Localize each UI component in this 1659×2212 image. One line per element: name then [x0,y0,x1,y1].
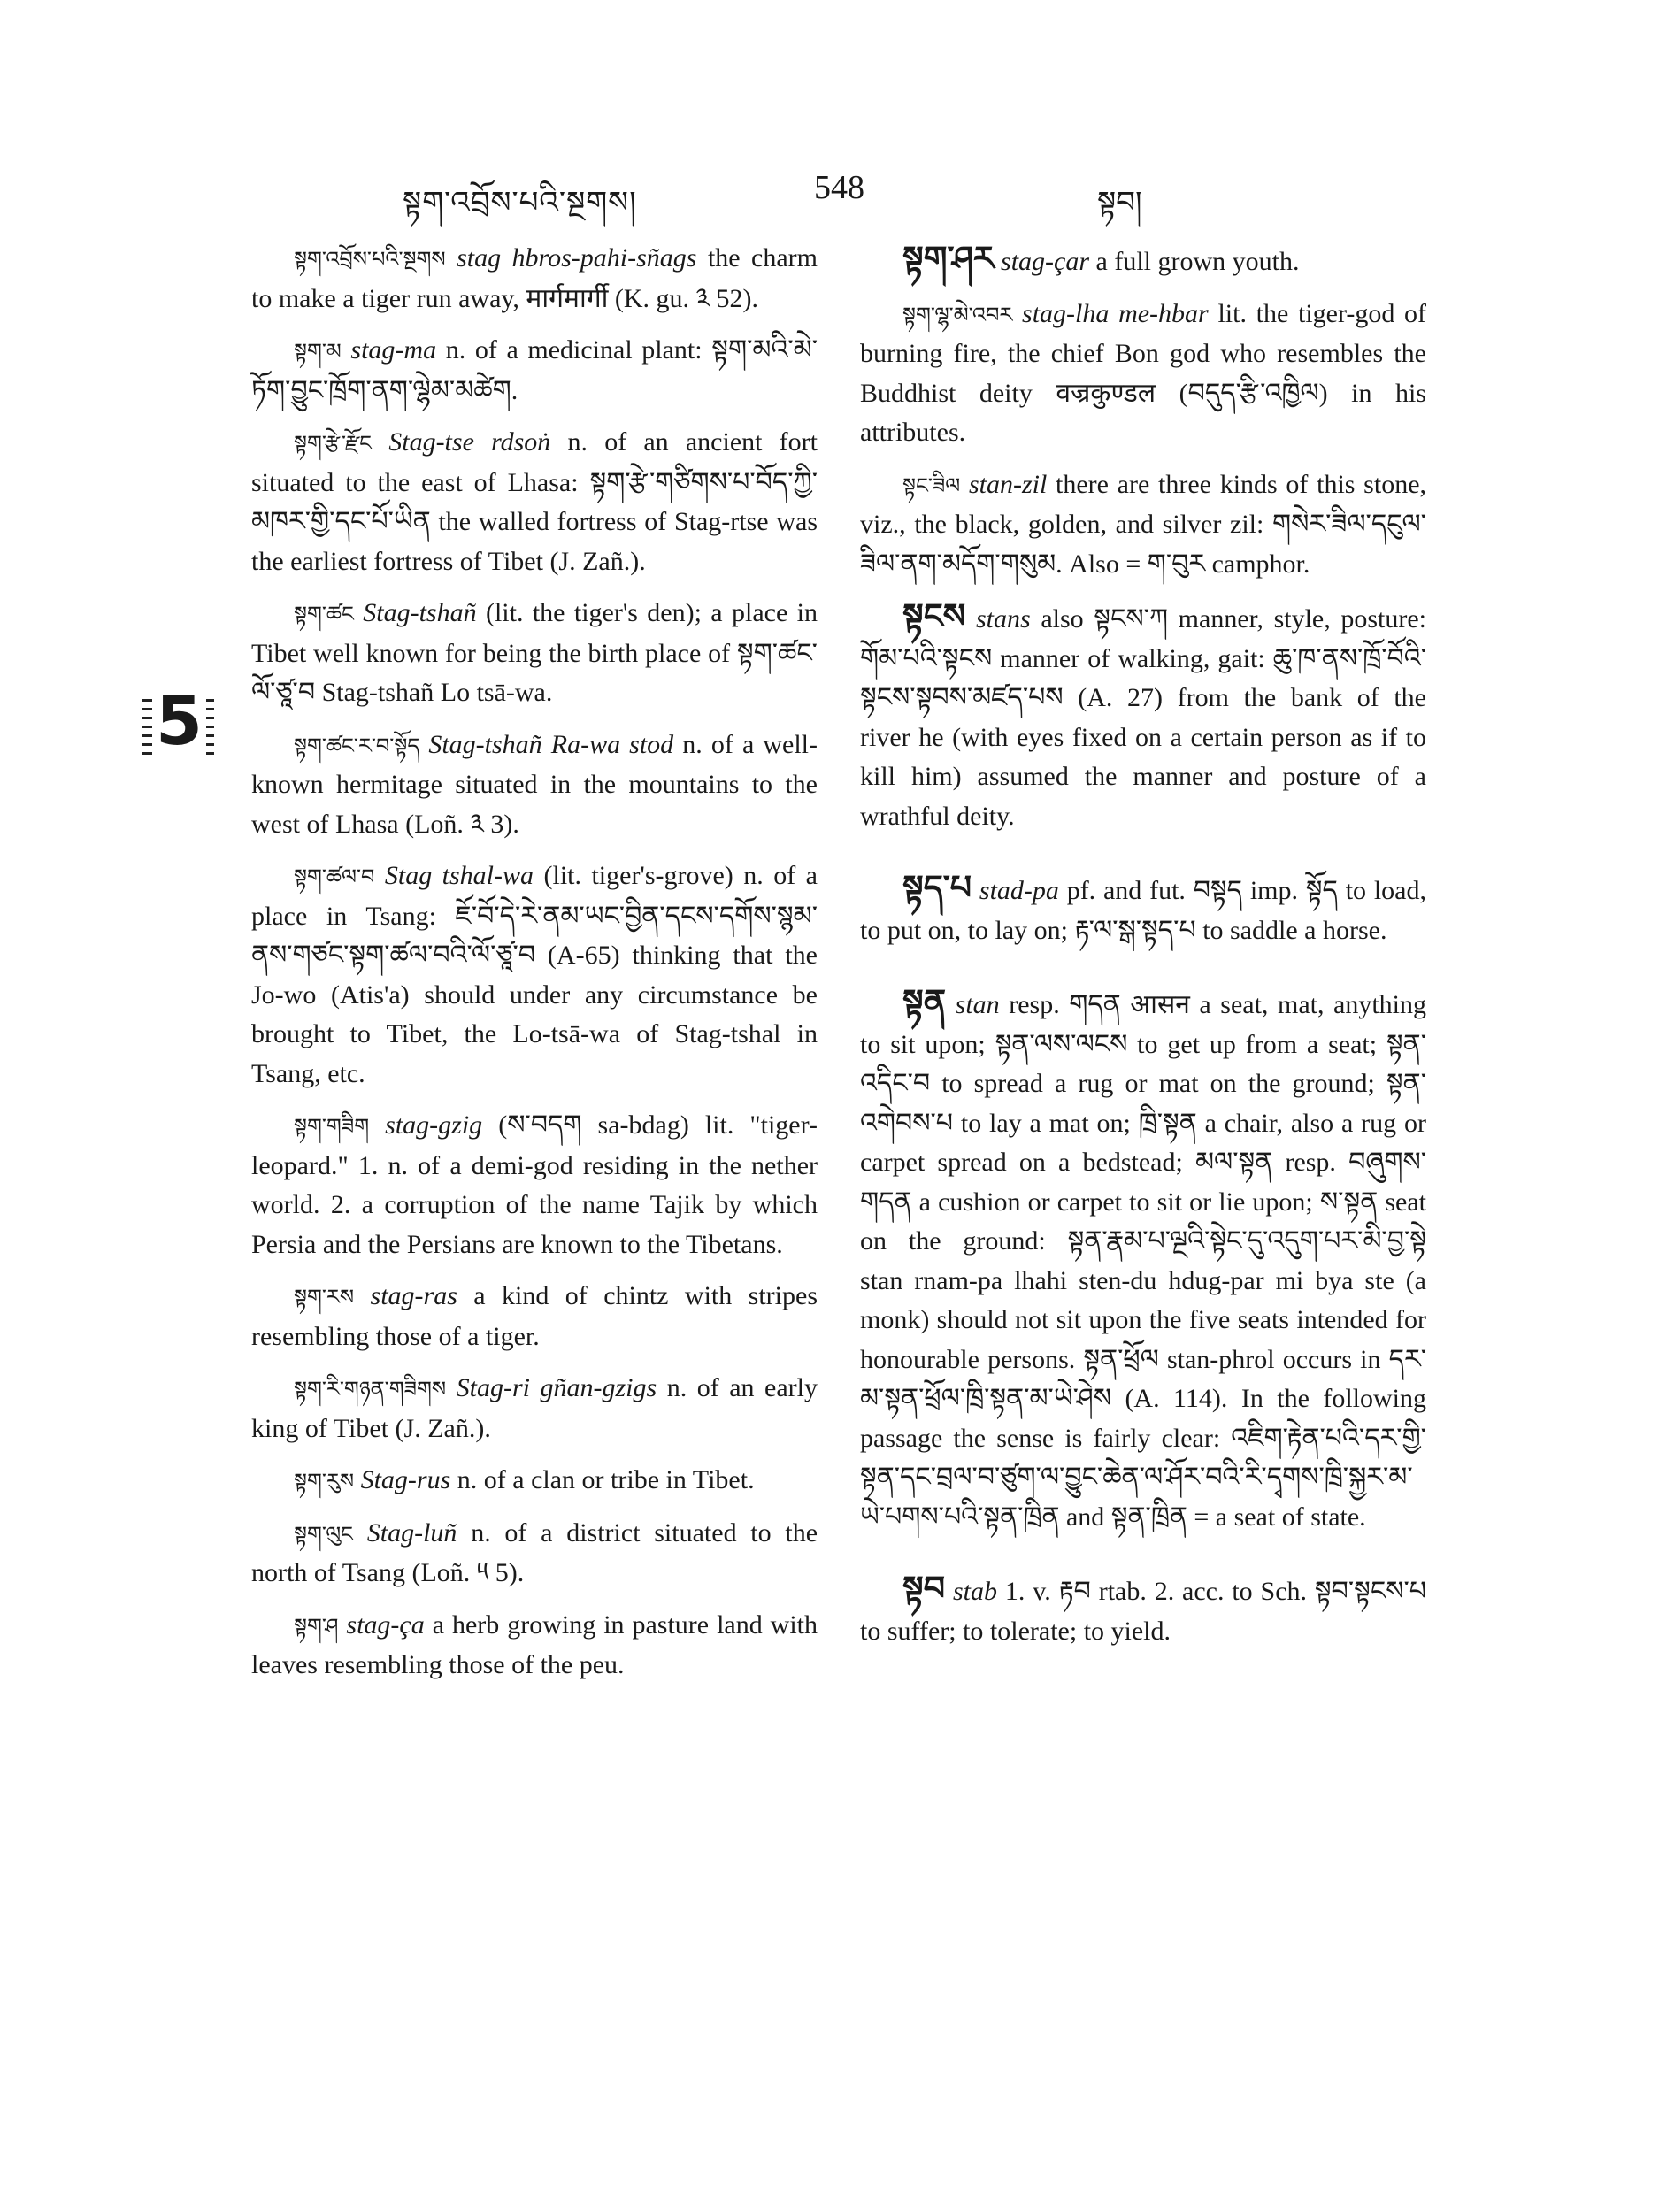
definition-text: lit. the tiger-god of burning fire, the chief Bon god who resembles the Buddhist deity वज्रकुण्डल (བདུད་རྩི་འཁྱིལ) in his attributes. [860,298,1427,447]
headword-tibetan: སྟག་གཟིག [294,1114,370,1139]
headword-tibetan: སྟག་རུས [294,1469,355,1494]
headword-tibetan: སྟག་ཤ [294,1613,339,1639]
headword-tibetan: སྟག་ཚང [294,602,354,626]
definition-text: the charm to make a tiger run away, मार्गमार्गी (K. gu. ༣ 52). [251,243,818,313]
dictionary-entry [251,1461,818,1502]
running-head-right: སྟབ། [1097,185,1142,220]
headword-transliteration: stag-gzig [385,1110,483,1140]
dictionary-entry [251,331,818,411]
headword-transliteration: stag-ça [346,1609,425,1640]
left-column [251,239,818,1698]
definition-text: (ས་བདག sa-bdag) lit. "tiger-leopard." 1. n. of a demi-god residing in the nether world. 2. a corruption of the name Tajik by which Persia and the Persians are known to the Tibetans. [251,1110,818,1259]
headword-tibetan: སྟངས [902,596,966,635]
headword-tibetan: སྟག་རི་གཉན་གཟིགས [294,1377,447,1402]
headword-transliteration: stans [975,604,1031,634]
dictionary-entry [860,465,1426,585]
headword-tibetan: སྟབ [902,1569,946,1608]
dictionary-entry [251,423,818,581]
dictionary-entry [860,1569,1426,1651]
dictionary-entry [251,856,818,1094]
headword-transliteration: stag-ras [370,1281,457,1310]
headword-transliteration: stan-zil [968,469,1048,499]
definition-text: n. of a well-known hermitage situated in the mountains to the west of Lhasa (Loñ. ༣ 3). [251,729,818,839]
definition-text: a kind of chintz with stripes resembling those of a tiger. [251,1281,818,1351]
headword-tibetan: སྟག་ཚལ་བ [294,864,375,889]
definition-text: n. of a clan or tribe in Tibet. [457,1465,755,1494]
headword-transliteration: stad-pa [979,876,1059,905]
definition-text: (lit. tiger's-grove) n. of a place in Tsang: ཇོ་བོ་དེ་རེ་ནམ་ཡང་བྱིན་དངས་དགོས་སྙམ་ནས་གཙང་སྟག་ཚལ་བའི་ལོ་ཙཱ་བ (A-65) thinking that the Jo-wo (Atis'a) should under any circumstance be brought to Tibet, the Lo-tsā-wa of Stag-tshal in Tsang, etc. [251,861,818,1088]
headword-tibetan: སྟན [902,982,947,1021]
right-column [860,239,1426,1663]
headword-transliteration: Stag-ri gñan-gzigs [456,1373,657,1402]
definition-text: there are three kinds of this stone, viz., the black, golden, and silver zil: གསེར་ཟིལ་དངུལ་ཟིལ་ནག་མདོག་གསུམ. Also = ག་བུར camphor. [860,469,1427,579]
dictionary-entry [251,1369,818,1448]
definition-text: n. of a medicinal plant: སྟག་མའི་མེ་ཏོག་བྱུང་ཁྲོག་ནག་ལྷེམ་མཚེག. [251,335,818,405]
headword-tibetan: སྟག་མ [294,339,342,364]
definition-text: n. of an ancient fort situated to the east of Lhasa: སྟག་རྩེ་གཙིགས་པ་བོད་ཀྱི་མཁར་གྱི་དང་པོ་ཡིན the walled fortress of Stag-rtse was the earliest fortress of Tibet (J. Zañ.). [251,427,818,576]
dictionary-entry [860,295,1426,453]
dictionary-entry [860,596,1426,836]
section-marker [142,681,214,763]
headword-transliteration: stan [955,990,1000,1019]
definition-text: resp. གདན आसन a seat, mat, anything to sit upon; སྟན་ལས་ལངས to get up from a seat; སྟན་འདིང་བ to spread a rug or mat on the ground; སྟན་འགེབས་པ to lay a mat on; ཁྲི་སྟན a chair, also a rug or carpet spread on a bedstead; མལ་སྟན resp. བཞུགས་གདན a cushion or carpet to sit or lie upon; ས་སྟན seat on the ground: སྟན་རྣམ་པ་ལྔའི་སྟེང་དུ་འདུག་པར་མི་བྱ་སྟེ stan rnam-pa lhahi sten-du hdug-par mi bya ste (a monk) should not sit upon the five seats intended for honourable persons. སྟན་ཕྲོལ stan-phrol occurs in དར་མ་སྟན་ཕྲོལ་ཁྲི་སྟན་མ་ཡེ་ཤེས (A. 114). In the following passage the sense is fairly clear: འཇིག་རྟེན་པའི་དར་གྱི་སྟན་དང་བྲལ་བ་ཙུག་ལ་བྱུང་ཆེན་ལ་ཤོར་བའི་རི་དྭགས་ཁྲི་སྐྱར་མ་ཡེ་པགས་པའི་སྟན་ཁྲིན and སྟན་ཁྲིན = a seat of state. [860,990,1426,1532]
headword-tibetan: སྟག་ཤར [902,239,995,278]
headword-transliteration: stag-çar [1001,247,1090,276]
headword-transliteration: stag-lha me-hbar [1022,298,1209,328]
headword-tibetan: སྟག་ལྷ་མེ་འབར [902,302,1013,327]
headword-transliteration: Stag-tshañ Ra-wa stod [428,729,674,759]
headword-transliteration: Stag-tshañ [363,598,477,627]
definition-text: (lit. the tiger's den); a place in Tibet well known for being the birth place of སྟག་ཚང་ལོ་ཙཱ་བ Stag-tshañ Lo tsā-wa. [251,598,818,707]
dictionary-entry [251,594,818,713]
headword-transliteration: Stag tshal-wa [384,861,534,890]
section-marker-glyph: 5 [152,685,206,757]
page-number: 548 [814,169,864,206]
dictionary-entry [251,1514,818,1594]
dictionary-entry [860,982,1426,1537]
headword-transliteration: Stag-luñ [366,1517,457,1548]
definition-text: a full grown youth. [1095,247,1300,276]
page-header [248,168,1451,221]
definition-text: 1. v. རྟབ rtab. 2. acc. to Sch. སྟབ་སྟངས་པ to suffer; to tolerate; to yield. [860,1577,1427,1646]
headword-transliteration: Stag-rus [360,1465,451,1494]
dictionary-entry [860,868,1426,950]
headword-tibetan: སྟག་ལུང [294,1521,354,1547]
definition-text: n. of an early king of Tibet (J. Zañ.). [251,1373,818,1443]
headword-tibetan: སྟག་ཚང་ར་བ་སྟོད [294,733,420,758]
headword-tibetan: སྟད་པ [902,868,972,907]
headword-tibetan: སྟང་ཟིལ [902,472,961,498]
definition-text: n. of a district situated to the north of Tsang (Loñ. ༥ 5). [251,1517,818,1587]
dictionary-entry [251,726,818,845]
dictionary-entry [251,1277,818,1356]
definition-text: also སྟངས་ཀ manner, style, posture: གོམ་པའི་སྟངས manner of walking, gait: ཆུ་ཁ་ནས་ཁྲོ་བོའི་སྟངས་སྟབས་མཛད་པས (A. 27) from the bank of the river he (with eyes fixed on a certain person as if to kill him) assumed the manner and posture of a wrathful deity. [860,604,1427,831]
headword-transliteration: Stag-tse rdsoṅ [388,427,551,457]
definition-text: a herb growing in pasture land with leaves resembling those of the peu. [251,1609,818,1679]
dictionary-entry [251,1106,818,1264]
headword-transliteration: stag hbros-pahi-sñags [457,243,697,273]
headword-tibetan: སྟག་འབྲོས་པའི་སྔགས [294,247,446,272]
headword-transliteration: stab [952,1577,997,1606]
headword-tibetan: སྟག་རྩེ་རྫོང [294,431,373,456]
dictionary-entry [251,1606,818,1686]
headword-transliteration: stag-ma [350,335,437,365]
headword-tibetan: སྟག་རས [294,1285,355,1310]
definition-text: pf. and fut. བསྟད imp. སྟོད to load, to put on, to lay on; རྟ་ལ་སྒ་སྟད་པ to saddle a horse. [860,876,1426,945]
dictionary-entry [860,239,1426,282]
dictionary-entry [251,239,818,319]
running-head-left: སྟག་འབྲོས་པའི་སྔགས། [403,185,637,220]
